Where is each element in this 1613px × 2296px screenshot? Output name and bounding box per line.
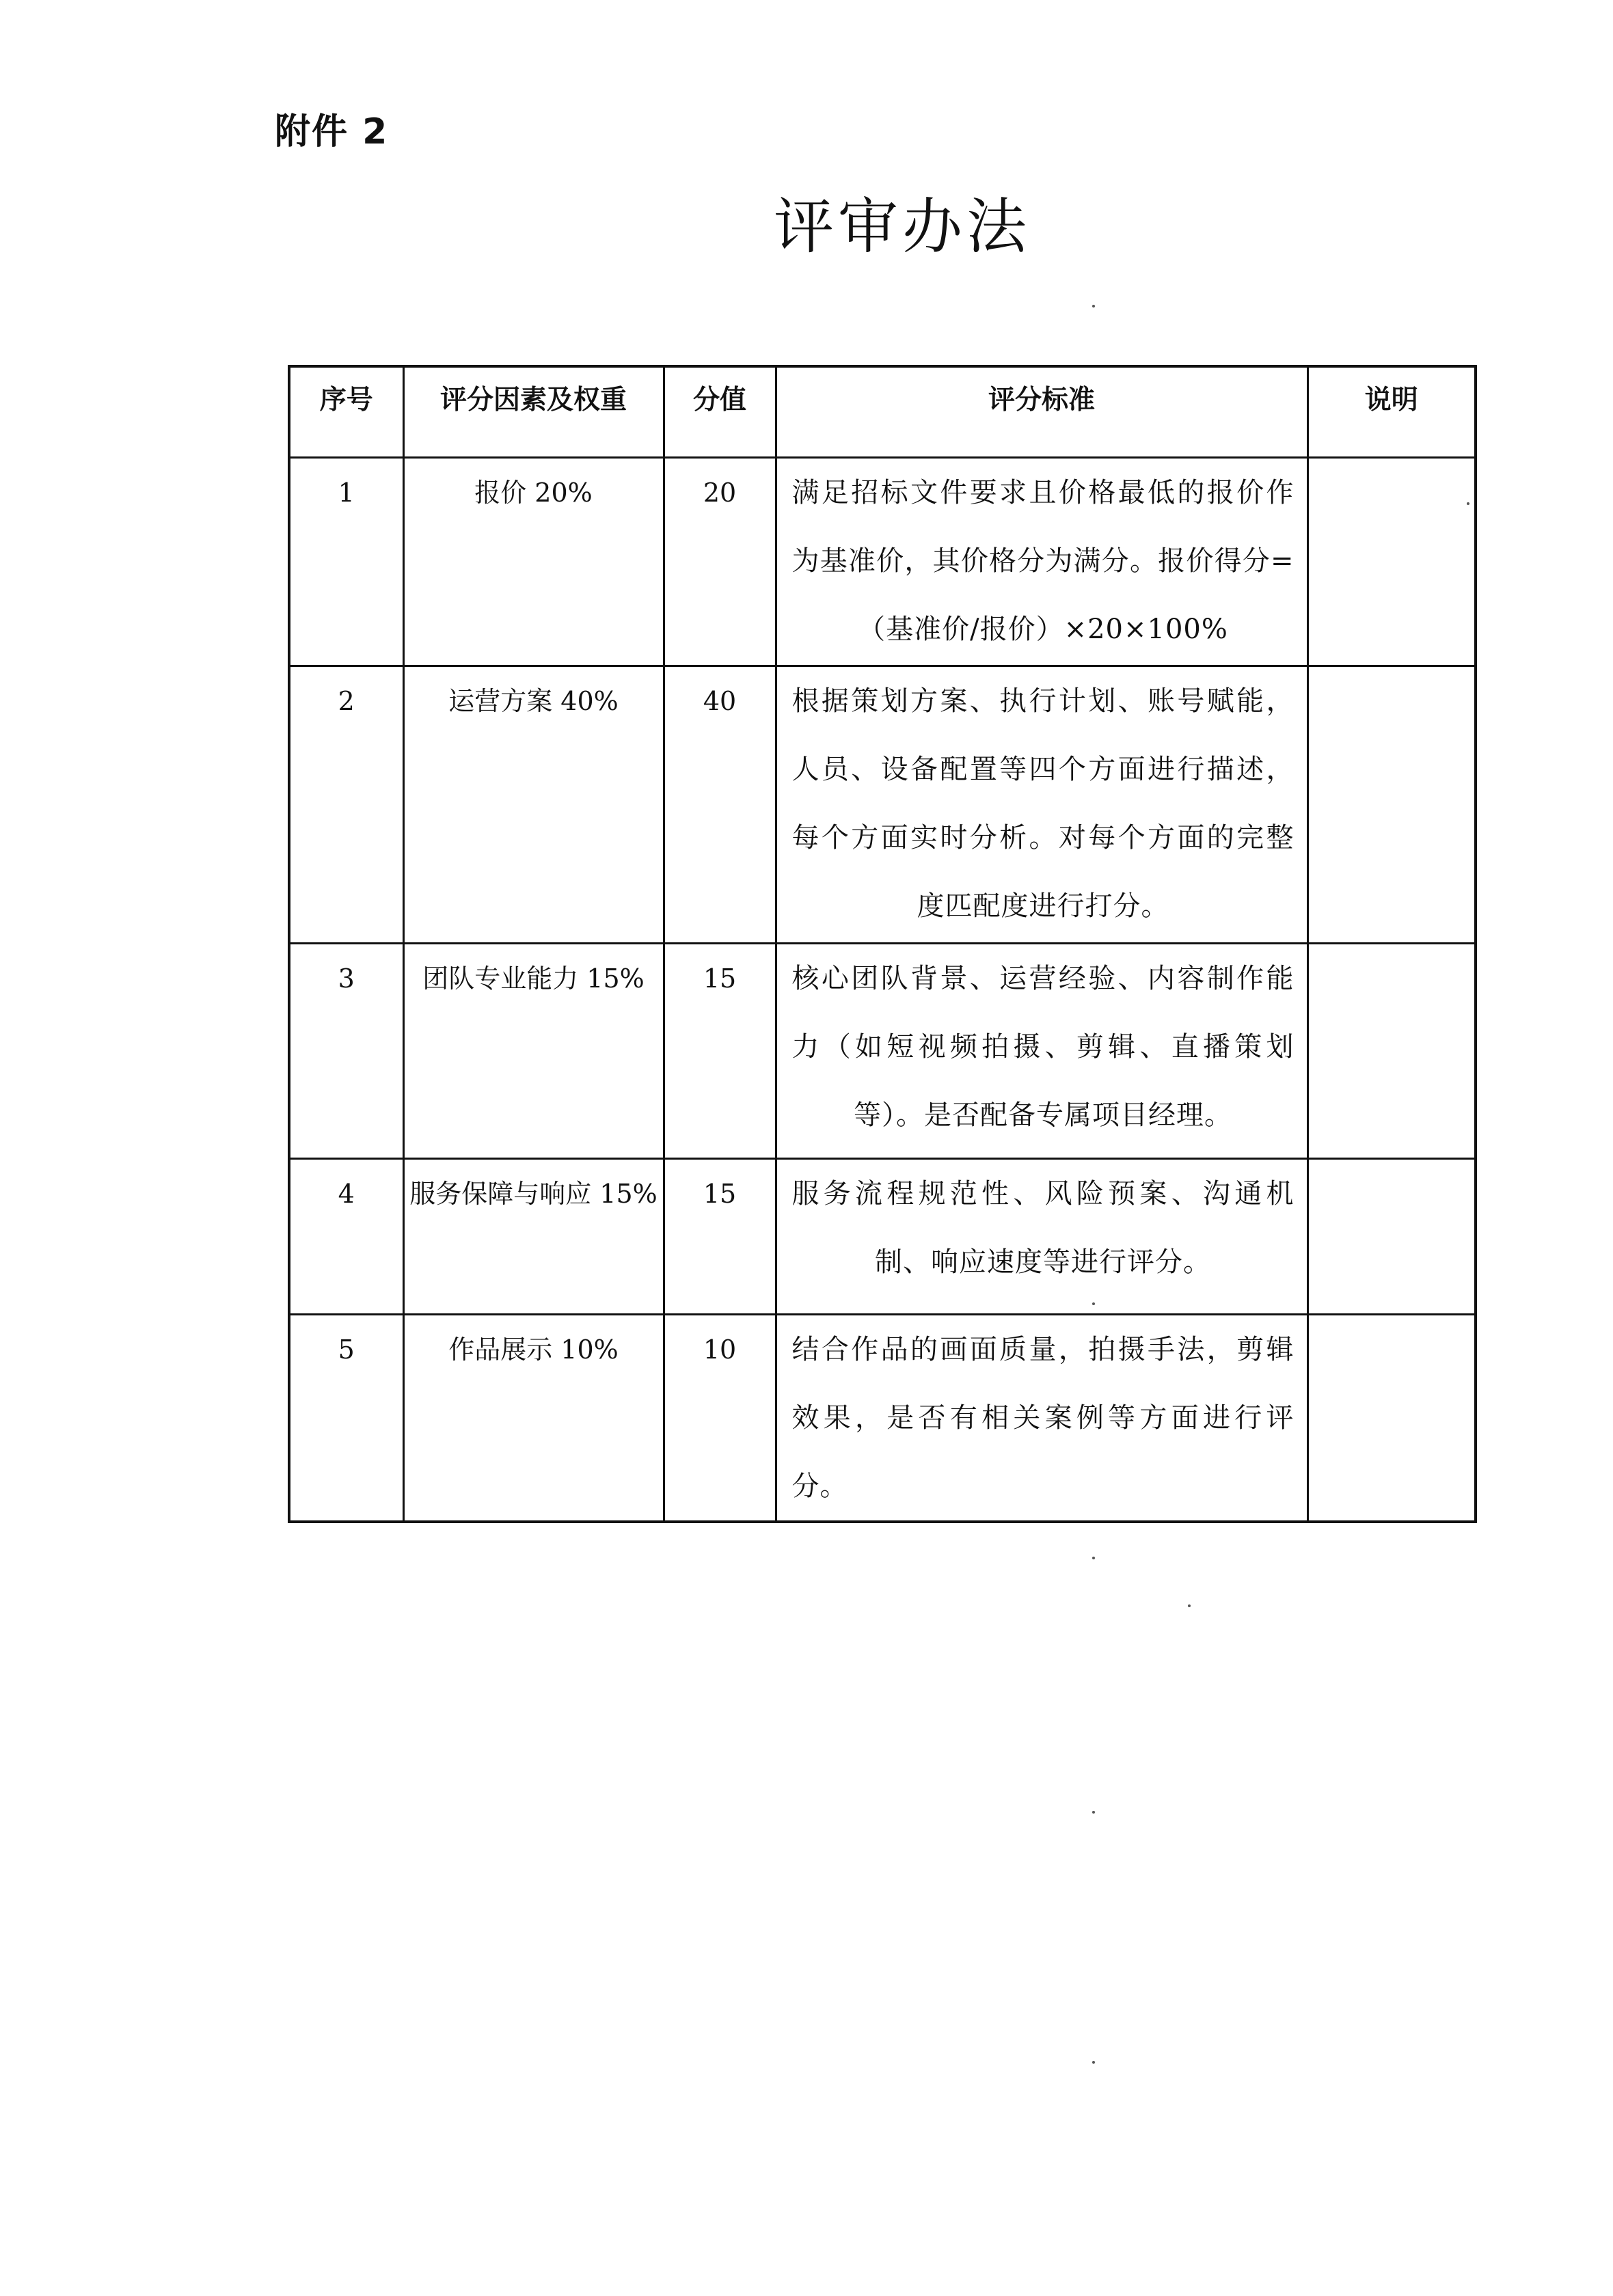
row-no: 1	[289, 458, 403, 666]
row-factor: 运营方案 40%	[403, 666, 664, 944]
row-criteria-cell	[776, 944, 1307, 1159]
col-header-note: 说明	[1307, 366, 1476, 458]
row-no: 2	[289, 666, 403, 944]
col-header-score: 分值	[664, 366, 776, 458]
row-score: 20	[664, 458, 776, 666]
row-criteria-cell	[776, 1159, 1307, 1315]
row-criteria-cell	[776, 1315, 1307, 1522]
row-note	[1307, 1159, 1476, 1315]
attachment-label: 附件 2	[275, 111, 389, 152]
row-criteria: 满足招标文件要求且价格最低的报价作为基准价，其价格分为满分。报价得分=（基准价/报价）×20×100%	[791, 477, 1295, 645]
row-criteria: 核心团队背景、运营经验、内容制作能力（如短视频拍摄、剪辑、直播策划等）。是否配备专属项目经理。	[791, 963, 1295, 1131]
row-no: 4	[289, 1159, 403, 1315]
row-note	[1307, 944, 1476, 1159]
evaluation-table	[288, 365, 1477, 1523]
row-criteria: 结合作品的画面质量，拍摄手法，剪辑效果，是否有相关案例等方面进行评分。	[791, 1334, 1295, 1502]
row-criteria-cell	[776, 458, 1307, 666]
table-row	[289, 1315, 1476, 1522]
table-row	[289, 1159, 1476, 1315]
table-row	[289, 666, 1476, 944]
page-title: 评审办法	[773, 191, 1031, 262]
row-no: 3	[289, 944, 403, 1159]
row-score: 10	[664, 1315, 776, 1522]
row-criteria-cell	[776, 666, 1307, 944]
row-note	[1307, 1315, 1476, 1522]
col-header-factor: 评分因素及权重	[403, 366, 664, 458]
row-factor: 团队专业能力 15%	[403, 944, 664, 1159]
row-no: 5	[289, 1315, 403, 1522]
col-header-criteria: 评分标准	[776, 366, 1307, 458]
row-factor: 报价 20%	[403, 458, 664, 666]
col-header-no: 序号	[289, 366, 403, 458]
table-header-row	[289, 366, 1476, 458]
row-criteria: 根据策划方案、执行计划、账号赋能，人员、设备配置等四个方面进行描述，每个方面实时分析。对每个方面的完整度匹配度进行打分。	[791, 685, 1295, 922]
row-factor: 服务保障与响应 15%	[403, 1159, 664, 1315]
table-row	[289, 458, 1476, 666]
row-score: 40	[664, 666, 776, 944]
table-row	[289, 944, 1476, 1159]
row-note	[1307, 666, 1476, 944]
row-score: 15	[664, 1159, 776, 1315]
row-score: 15	[664, 944, 776, 1159]
row-criteria: 服务流程规范性、风险预案、沟通机制、响应速度等进行评分。	[791, 1178, 1295, 1278]
row-note	[1307, 458, 1476, 666]
row-factor: 作品展示 10%	[403, 1315, 664, 1522]
